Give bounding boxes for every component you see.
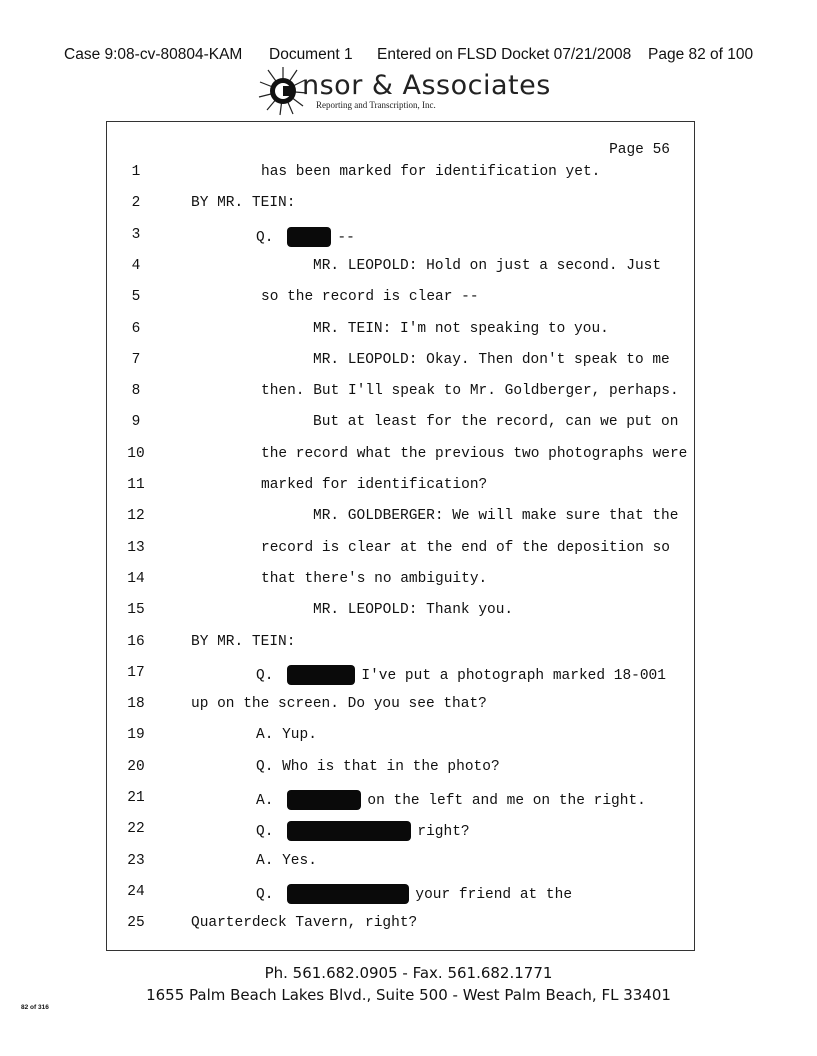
line-number: 25 xyxy=(127,915,145,932)
transcript-line xyxy=(107,352,694,376)
reporter-logo xyxy=(258,66,558,116)
line-text xyxy=(261,289,479,305)
transcript-line xyxy=(107,289,694,313)
line-text xyxy=(191,634,295,650)
line-text xyxy=(313,352,670,368)
transcript-line xyxy=(107,540,694,564)
line-text-start: BY MR. TEIN: xyxy=(191,195,296,212)
transcript-line xyxy=(107,477,694,501)
line-text xyxy=(313,321,609,337)
transcript-line xyxy=(107,602,694,626)
line-text-start: MR. LEOPOLD: Hold on just a second. Just xyxy=(313,257,662,274)
line-number: 12 xyxy=(127,508,145,525)
redaction-block xyxy=(287,665,355,685)
line-number: 4 xyxy=(131,257,141,274)
line-text xyxy=(313,258,661,274)
transcript-line xyxy=(107,915,694,939)
line-number: 18 xyxy=(127,696,145,713)
footer-phone: Ph. 561.682.0905 - Fax. 561.682.1771 xyxy=(264,964,553,982)
transcript-line xyxy=(107,508,694,532)
transcript-line xyxy=(107,571,694,595)
line-number: 22 xyxy=(127,821,145,838)
line-text xyxy=(261,164,600,180)
transcript-page-number: Page 56 xyxy=(609,142,670,158)
line-text-end: I've put a photograph marked 18-001 xyxy=(361,667,666,684)
line-text xyxy=(313,508,678,524)
line-text-end: your friend at the xyxy=(415,886,573,903)
docket-page-number: Page 82 of 100 xyxy=(648,46,754,63)
line-text-start: MR. LEOPOLD: Okay. Then don't speak to me xyxy=(313,351,670,368)
line-text xyxy=(191,195,295,211)
transcript-line xyxy=(107,258,694,282)
line-text xyxy=(191,696,487,712)
line-text-start: MR. GOLDBERGER: We will make sure that the xyxy=(313,508,679,525)
line-text-start: A. xyxy=(256,792,274,809)
line-number: 24 xyxy=(127,883,145,900)
line-number: 10 xyxy=(127,445,145,462)
line-text xyxy=(256,821,470,841)
line-text-start: that there's no ambiguity. xyxy=(261,570,488,587)
logo-tagline: Reporting and Transcription, Inc. xyxy=(316,100,436,110)
line-text-end: -- xyxy=(337,229,355,246)
line-number: 2 xyxy=(131,195,141,212)
line-text-start: record is clear at the end of the deposition so xyxy=(261,539,670,556)
case-number: Case 9:08-cv-80804-KAM xyxy=(64,46,243,63)
line-text xyxy=(313,602,513,618)
line-text xyxy=(191,915,417,931)
exhibit-page-count: 82 of 316 xyxy=(21,1004,49,1011)
line-text-start: up on the screen. Do you see that? xyxy=(191,696,487,713)
transcript-line xyxy=(107,414,694,438)
line-number: 9 xyxy=(131,414,141,431)
transcript-line xyxy=(107,634,694,658)
transcript-line xyxy=(107,164,694,188)
transcript-line xyxy=(107,790,694,814)
document-label: Document 1 xyxy=(269,46,353,63)
line-text-start: Q. Who is that in the photo? xyxy=(256,758,500,775)
line-text-start: MR. TEIN: I'm not speaking to you. xyxy=(313,320,609,337)
transcript-line xyxy=(107,821,694,845)
redaction-block xyxy=(287,227,331,247)
line-text-start: Q. xyxy=(256,886,274,903)
line-number: 16 xyxy=(127,633,145,650)
entered-date: Entered on FLSD Docket 07/21/2008 xyxy=(377,46,632,63)
redaction-block xyxy=(287,790,361,810)
line-text-start: so the record is clear -- xyxy=(261,289,479,306)
line-number: 5 xyxy=(131,289,141,306)
line-text-end: on the left and me on the right. xyxy=(367,792,646,809)
logo-wordmark: nsor & Associates xyxy=(302,70,551,101)
line-number: 15 xyxy=(127,602,145,619)
line-text xyxy=(261,571,487,587)
transcript-page xyxy=(106,121,695,951)
redaction-block xyxy=(287,884,409,904)
line-number: 21 xyxy=(127,790,145,806)
line-text xyxy=(313,414,678,430)
transcript-line xyxy=(107,727,694,751)
line-text xyxy=(256,790,646,810)
line-text xyxy=(256,884,572,904)
line-text xyxy=(261,446,687,462)
line-number: 1 xyxy=(131,164,141,180)
line-number: 20 xyxy=(127,758,145,775)
line-number: 3 xyxy=(131,226,141,243)
line-text xyxy=(256,665,666,685)
line-text xyxy=(261,540,670,556)
line-text-start: Quarterdeck Tavern, right? xyxy=(191,915,418,932)
line-text xyxy=(261,477,487,493)
transcript-line xyxy=(107,759,694,783)
line-number: 14 xyxy=(127,570,145,587)
transcript-line xyxy=(107,853,694,877)
line-text-end: right? xyxy=(417,824,470,841)
line-number: 7 xyxy=(131,351,141,368)
transcript-line xyxy=(107,696,694,720)
transcript-line xyxy=(107,383,694,407)
line-text xyxy=(256,853,317,869)
transcript-line xyxy=(107,446,694,470)
line-text xyxy=(261,383,679,399)
line-text-start: But at least for the record, can we put on xyxy=(313,414,679,431)
line-text-start: A. Yes. xyxy=(256,852,317,869)
line-number: 19 xyxy=(127,727,145,744)
line-text-start: MR. LEOPOLD: Thank you. xyxy=(313,602,514,619)
redaction-block xyxy=(287,821,411,841)
line-number: 23 xyxy=(127,852,145,869)
sunburst-logo-icon xyxy=(258,66,308,116)
line-number: 13 xyxy=(127,539,145,556)
line-text xyxy=(256,227,355,247)
line-text xyxy=(256,727,317,743)
transcript-line xyxy=(107,884,694,908)
transcript-line xyxy=(107,321,694,345)
line-text-start: has been marked for identification yet. xyxy=(261,164,601,180)
transcript-line xyxy=(107,227,694,251)
footer-address: 1655 Palm Beach Lakes Blvd., Suite 500 - West Palm Beach, FL 33401 xyxy=(146,986,671,1004)
line-number: 17 xyxy=(127,664,145,681)
line-text-start: marked for identification? xyxy=(261,477,488,493)
line-number: 11 xyxy=(127,477,145,493)
line-text-start: A. Yup. xyxy=(256,727,317,744)
line-text-start: then. But I'll speak to Mr. Goldberger, perhaps. xyxy=(261,383,679,400)
line-number: 6 xyxy=(131,320,141,337)
line-text xyxy=(256,759,500,775)
line-text-start: the record what the previous two photographs were xyxy=(261,445,688,462)
transcript-line xyxy=(107,195,694,219)
line-text-start: Q. xyxy=(256,229,274,246)
line-text-start: BY MR. TEIN: xyxy=(191,633,296,650)
line-number: 8 xyxy=(131,383,141,400)
line-text-start: Q. xyxy=(256,667,274,684)
line-text-start: Q. xyxy=(256,824,274,841)
transcript-line xyxy=(107,665,694,689)
